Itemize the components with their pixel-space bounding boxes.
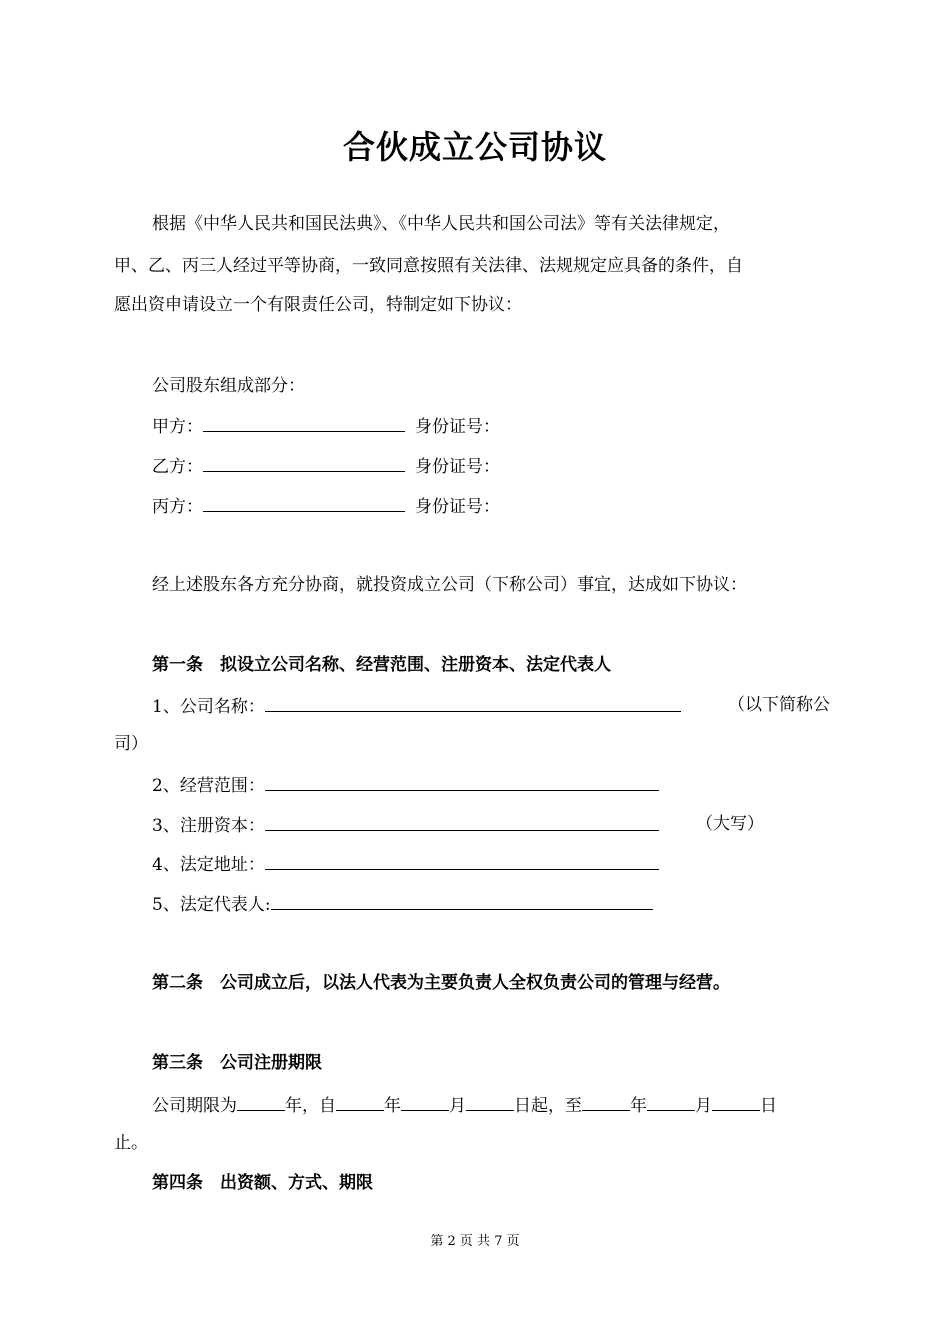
blank-line: [203, 455, 405, 472]
term-text: 月: [695, 1096, 712, 1116]
term-text: 日: [760, 1096, 777, 1116]
legal-address-label: 4、法定地址：: [152, 855, 265, 875]
blank-line: [401, 1094, 449, 1111]
blank-line: [336, 1094, 384, 1111]
document-title: 合伙成立公司协议: [342, 128, 607, 166]
term-text: 年: [630, 1096, 647, 1116]
legal-rep-row: [152, 893, 653, 915]
blank-line: [271, 893, 653, 910]
blank-line: [265, 774, 659, 791]
intro-line-1: 根据《中华人民共和国民法典》、《中华人民共和国公司法》等有关法律规定，: [152, 214, 730, 234]
legal-rep-label: 5、法定代表人:: [152, 895, 271, 915]
term-text: 月: [449, 1096, 466, 1116]
blank-line: [582, 1094, 630, 1111]
registered-capital-label: 3、注册资本：: [152, 816, 265, 836]
id-label: 身份证号：: [415, 457, 500, 477]
blank-line: [466, 1094, 514, 1111]
id-label: 身份证号：: [415, 497, 500, 517]
legal-address-row: [152, 853, 659, 875]
blank-line: [265, 814, 659, 831]
shareholder-label: 乙方：: [152, 457, 203, 477]
article-2-heading: 第二条 公司成立后，以法人代表为主要负责人全权负责公司的管理与经营。: [152, 973, 730, 993]
term-text: 年，自: [285, 1096, 336, 1116]
article-3-heading: 第三条 公司注册期限: [152, 1053, 322, 1073]
business-scope-label: 2、经营范围：: [152, 776, 265, 796]
company-name-label: 1、公司名称：: [152, 697, 265, 717]
blank-line: [203, 415, 405, 432]
intro-line-3: 愿出资申请设立一个有限责任公司，特制定如下协议：: [114, 295, 522, 315]
business-scope-row: [152, 774, 659, 796]
blank-line: [203, 495, 405, 512]
company-name-wrap: 司）: [114, 734, 148, 754]
shareholder-row-c: [152, 495, 500, 517]
capital-suffix: （大写）: [696, 814, 764, 834]
shareholder-label: 丙方：: [152, 497, 203, 517]
article-1-heading: 第一条 拟设立公司名称、经营范围、注册资本、法定代表人: [152, 655, 611, 675]
blank-line: [647, 1094, 695, 1111]
blank-line: [237, 1094, 285, 1111]
term-text: 公司期限为: [152, 1096, 237, 1116]
term-wrap: 止。: [114, 1133, 148, 1153]
shareholder-row-b: [152, 455, 500, 477]
agreement-intro: 经上述股东各方充分协商，就投资成立公司（下称公司）事宜，达成如下协议：: [152, 575, 747, 595]
term-row: [152, 1094, 777, 1116]
blank-line: [265, 853, 659, 870]
term-text: 日起，至: [514, 1096, 582, 1116]
shareholders-heading: 公司股东组成部分：: [152, 376, 305, 396]
article-4-heading: 第四条 出资额、方式、期限: [152, 1173, 373, 1193]
company-name-suffix: （以下简称公: [728, 695, 830, 715]
registered-capital-row: [152, 814, 659, 836]
blank-line: [265, 695, 681, 712]
term-text: 年: [384, 1096, 401, 1116]
shareholder-label: 甲方：: [152, 417, 203, 437]
shareholder-row-a: [152, 415, 500, 437]
company-name-row: [152, 695, 681, 717]
page-footer: 第 2 页 共 7 页: [430, 1234, 520, 1249]
id-label: 身份证号：: [415, 417, 500, 437]
blank-line: [712, 1094, 760, 1111]
intro-line-2: 甲、乙、丙三人经过平等协商，一致同意按照有关法律、法规规定应具备的条件，自: [114, 256, 743, 276]
